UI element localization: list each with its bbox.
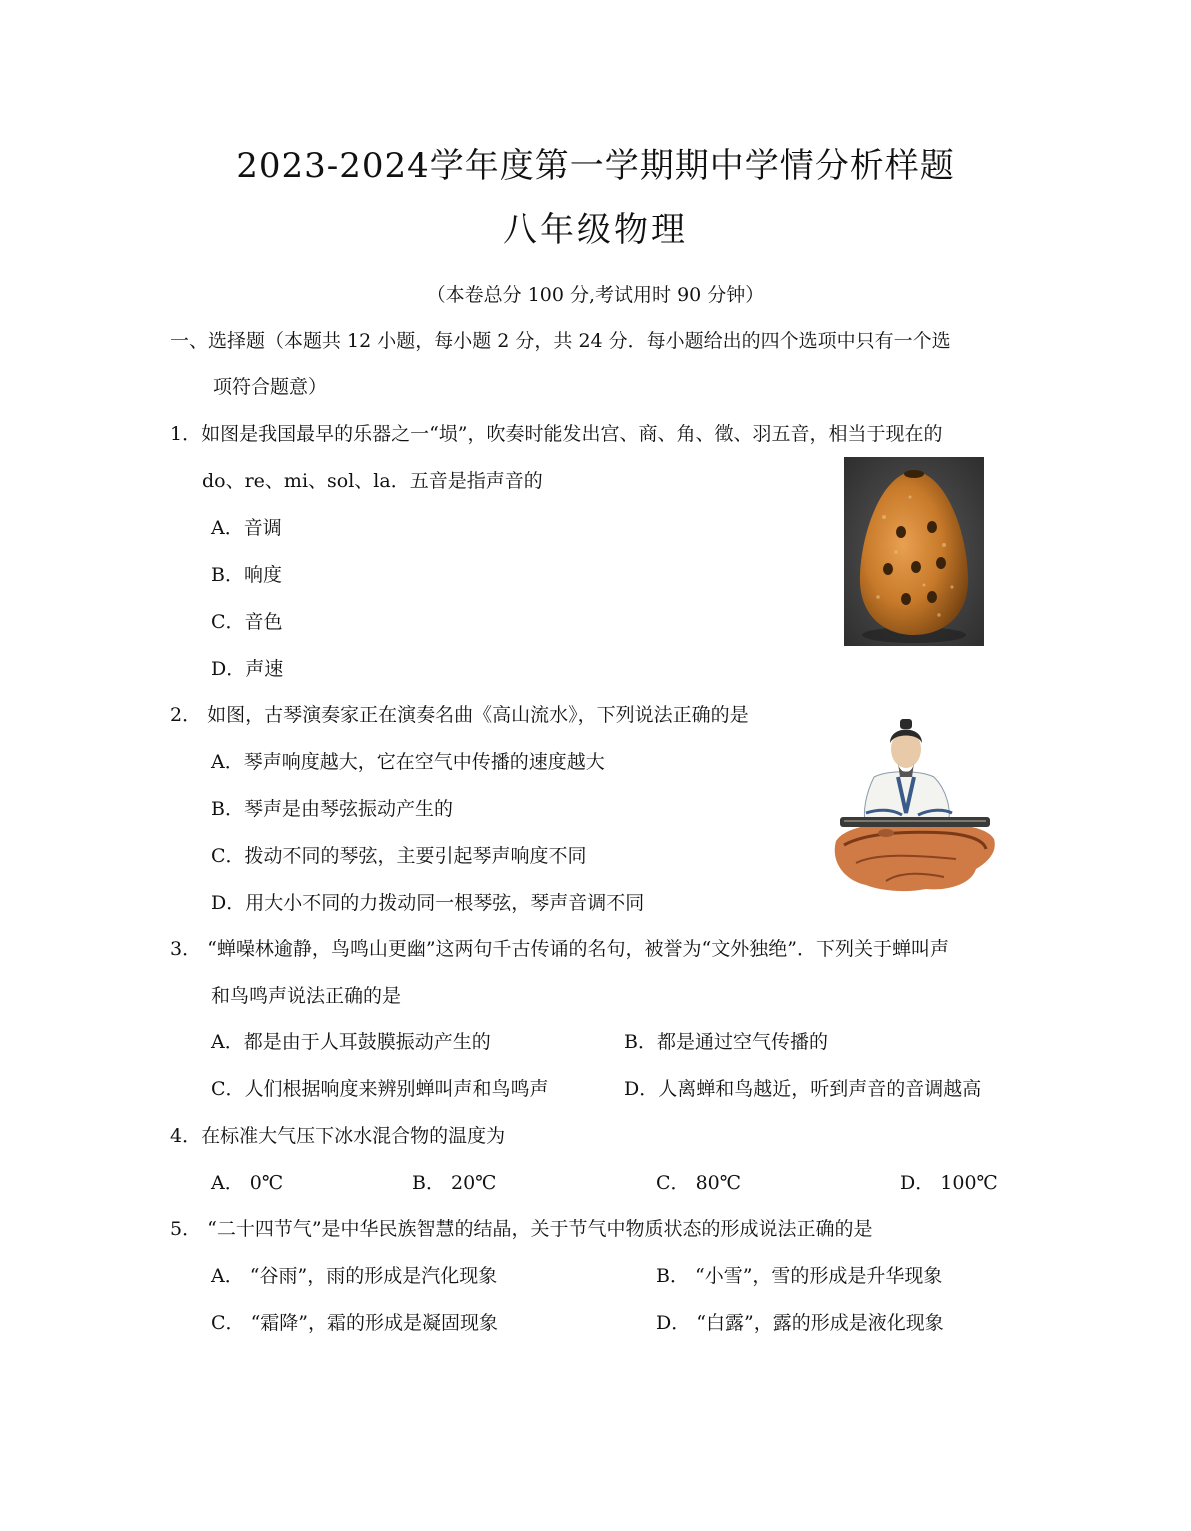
q5-option-a: A． “谷雨”，雨的形成是汽化现象: [211, 1265, 498, 1287]
q4-option-d: D． 100℃: [900, 1172, 998, 1194]
q2-option-a: A．琴声响度越大，它在空气中传播的速度越大: [211, 751, 605, 773]
q3-stem-line2: 和鸟鸣声说法正确的是: [211, 985, 402, 1007]
q4-stem-line1: 4．在标准大气压下冰水混合物的温度为: [170, 1125, 506, 1147]
xun-ocarina-image: [844, 457, 984, 646]
q2-option-c: C．拨动不同的琴弦，主要引起琴声响度不同: [211, 845, 587, 867]
q3-stem-line1: 3． “蝉噪林逾静，鸟鸣山更幽”这两句千古传诵的名句，被誉为“文外独绝”．下列关于蝉叫声: [170, 938, 949, 960]
q2-stem-line1: 2． 如图，古琴演奏家正在演奏名曲《高山流水》，下列说法正确的是: [170, 704, 749, 726]
q2-option-b: B．琴声是由琴弦振动产生的: [211, 798, 453, 820]
q4-option-b: B． 20℃: [412, 1172, 497, 1194]
q2-option-d: D．用大小不同的力拨动同一根琴弦，琴声音调不同: [211, 892, 645, 914]
q4-option-a: A． 0℃: [211, 1172, 284, 1194]
q1-stem-line1: 1．如图是我国最早的乐器之一“埙”，吹奏时能发出宫、商、角、徵、羽五音，相当于现在的: [170, 423, 943, 445]
guqin-player-image: [826, 713, 998, 896]
exam-title: 2023-2024学年度第一学期期中学情分析样题: [236, 146, 955, 186]
q3-option-d: D．人离蝉和鸟越近，听到声音的音调越高: [624, 1078, 982, 1100]
section-heading-line1: 一、选择题（本题共 12 小题，每小题 2 分，共 24 分．每小题给出的四个选项中只有一个选: [170, 330, 951, 352]
q1-stem-line2: do、re、mi、sol、la．五音是指声音的: [202, 470, 543, 492]
exam-note: （本卷总分 100 分,考试用时 90 分钟）: [426, 284, 765, 306]
q5-option-c: C． “霜降”，霜的形成是凝固现象: [211, 1312, 499, 1334]
exam-subtitle: 八年级物理: [503, 210, 688, 250]
q1-option-c: C．音色: [211, 611, 283, 633]
q4-option-c: C． 80℃: [656, 1172, 742, 1194]
q3-option-a: A．都是由于人耳鼓膜振动产生的: [211, 1031, 491, 1053]
q1-option-b: B．响度: [211, 564, 282, 586]
section-heading-line2: 项符合题意）: [213, 376, 328, 398]
q5-option-b: B． “小雪”，雪的形成是升华现象: [656, 1265, 943, 1287]
q5-stem-line1: 5． “二十四节气”是中华民族智慧的结晶，关于节气中物质状态的形成说法正确的是: [170, 1218, 873, 1240]
q1-option-d: D．声速: [211, 658, 284, 680]
q3-option-c: C．人们根据响度来辨别蝉叫声和鸟鸣声: [211, 1078, 549, 1100]
q1-option-a: A．音调: [211, 517, 282, 539]
q3-option-b: B．都是通过空气传播的: [624, 1031, 828, 1053]
q5-option-d: D． “白露”，露的形成是液化现象: [656, 1312, 944, 1334]
